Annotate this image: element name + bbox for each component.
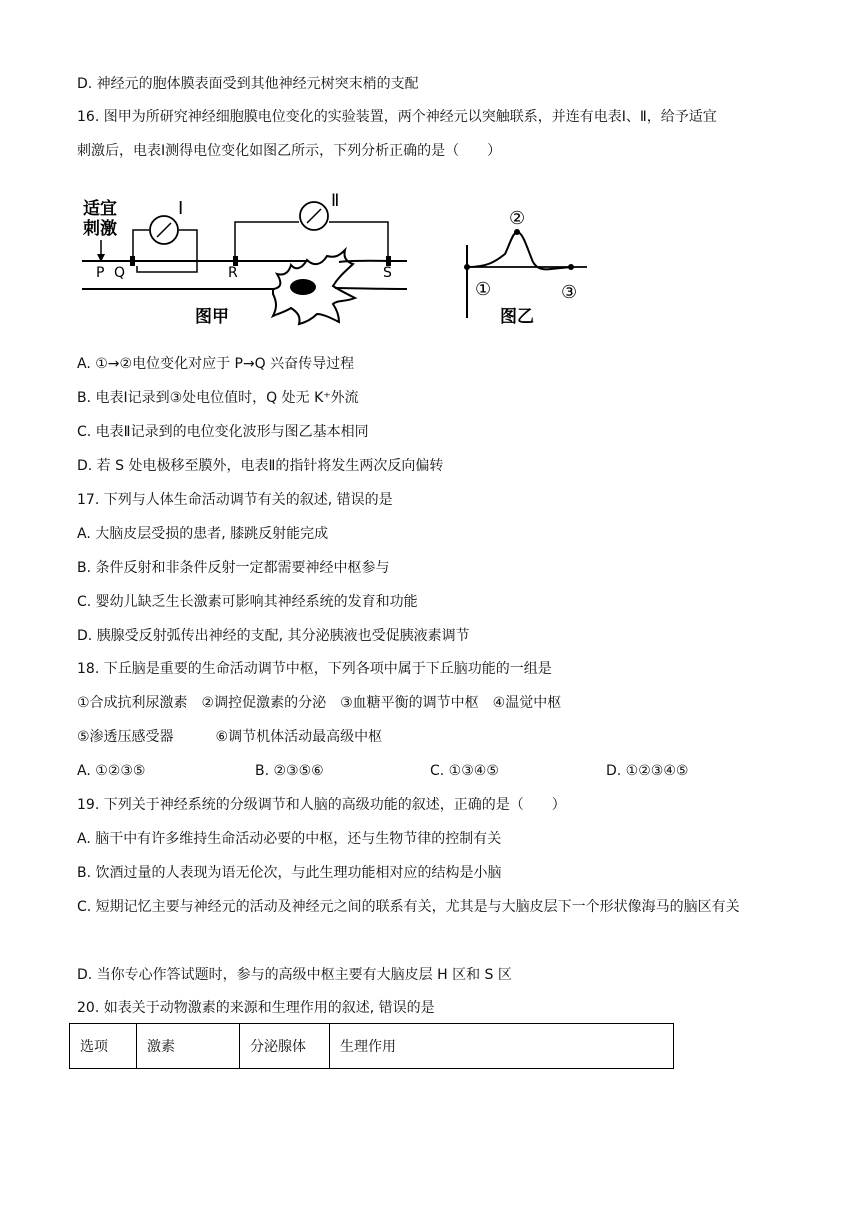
- q17-option-c: C. 婴幼儿缺乏生长激素可影响其神经系统的发育和功能: [77, 594, 418, 610]
- meter2-wire-left: [235, 222, 299, 256]
- q16-option-c: C. 电表Ⅱ记录到的电位变化波形与图乙基本相同: [77, 424, 369, 440]
- q19-option-a: A. 脑干中有许多维持生命活动必要的中枢，还与生物节律的控制有关: [77, 831, 502, 847]
- caption-a: 图甲: [195, 307, 229, 327]
- point-q: Q: [114, 265, 126, 281]
- q18-items-line2: ⑤渗透压感受器 ⑥调节机体活动最高级中枢: [77, 729, 383, 745]
- graph-mark-2: ②: [509, 208, 526, 229]
- graph-curve: [467, 232, 571, 269]
- q16-stem-line1: 16. 图甲为所研究神经细胞膜电位变化的实验装置，两个神经元以突触联系，并连有电表Ⅰ、Ⅱ，给予适宜: [77, 109, 717, 125]
- meter2-wire-right: [329, 222, 388, 256]
- stim-label-1: 适宜: [83, 199, 117, 219]
- q19-stem: 19. 下列关于神经系统的分级调节和人脑的高级功能的叙述，正确的是（ ）: [77, 797, 566, 813]
- meter1-wire-left: [133, 230, 149, 261]
- meter2-label: Ⅱ: [331, 191, 340, 211]
- meter1-label: Ⅰ: [178, 198, 184, 219]
- q18-items-line1: ①合成抗利尿激素 ②调控促激素的分泌 ③血糖平衡的调节中枢 ④温觉中枢: [77, 695, 562, 711]
- graph-point-1: [464, 264, 470, 270]
- q18-option-b: B. ②③⑤⑥: [255, 763, 324, 779]
- neuron2-axon-upper: [339, 261, 407, 262]
- point-r: R: [228, 265, 238, 281]
- q18-option-c: C. ①③④⑤: [430, 763, 499, 779]
- q16-option-b: B. 电表Ⅰ记录到③处电位值时，Q 处无 K⁺外流: [77, 390, 359, 406]
- q18-stem: 18. 下丘脑是重要的生命活动调节中枢，下列各项中属于下丘脑功能的一组是: [77, 661, 552, 677]
- q19-option-c: C. 短期记忆主要与神经元的活动及神经元之间的联系有关，尤其是与大脑皮层下一个形状像海马的脑区有关: [77, 899, 740, 915]
- point-p: P: [96, 265, 105, 281]
- graph-point-2: [514, 229, 520, 235]
- table-row: [70, 1024, 674, 1069]
- q15-option-d: D. 神经元的胞体膜表面受到其他神经元树突末梢的支配: [77, 76, 419, 92]
- q18-option-d: D. ①②③④⑤: [606, 763, 689, 779]
- q18-option-a: A. ①②③⑤: [77, 763, 146, 779]
- q16-figure: [77, 190, 607, 340]
- graph-point-3: [568, 264, 574, 270]
- point-s: S: [383, 265, 392, 281]
- caption-b: 图乙: [500, 307, 534, 327]
- q16-figure-svg: [77, 190, 607, 340]
- q17-option-d: D. 胰腺受反射弧传出神经的支配, 其分泌胰液也受促胰液素调节: [77, 628, 470, 644]
- nucleus: [290, 279, 316, 295]
- q20-table: [69, 1023, 674, 1069]
- table-header-option: 选项: [70, 1024, 137, 1069]
- table-header-gland: 分泌腺体: [240, 1024, 330, 1069]
- graph-mark-3: ③: [561, 282, 578, 303]
- axon-upper: [82, 260, 307, 261]
- q17-option-a: A. 大脑皮层受损的患者, 膝跳反射能完成: [77, 526, 329, 542]
- neuron2-axon-lower: [335, 288, 407, 289]
- q16-option-a: A. ①→②电位变化对应于 P→Q 兴奋传导过程: [77, 356, 355, 372]
- q17-option-b: B. 条件反射和非条件反射一定都需要神经中枢参与: [77, 560, 390, 576]
- q17-stem: 17. 下列与人体生命活动调节有关的叙述, 错误的是: [77, 492, 393, 508]
- q19-option-b: B. 饮酒过量的人表现为语无伦次，与此生理功能相对应的结构是小脑: [77, 865, 502, 881]
- stim-label-2: 刺激: [83, 219, 117, 239]
- q16-stem-line2: 刺激后，电表Ⅰ测得电位变化如图乙所示，下列分析正确的是（ ）: [77, 143, 502, 159]
- graph-mark-1: ①: [475, 279, 492, 300]
- q20-stem: 20. 如表关于动物激素的来源和生理作用的叙述, 错误的是: [77, 1000, 435, 1016]
- table-header-function: 生理作用: [330, 1024, 674, 1069]
- q19-option-d: D. 当你专心作答试题时，参与的高级中枢主要有大脑皮层 H 区和 S 区: [77, 967, 512, 983]
- table-header-hormone: 激素: [137, 1024, 240, 1069]
- q16-option-d: D. 若 S 处电极移至膜外，电表Ⅱ的指针将发生两次反向偏转: [77, 458, 444, 474]
